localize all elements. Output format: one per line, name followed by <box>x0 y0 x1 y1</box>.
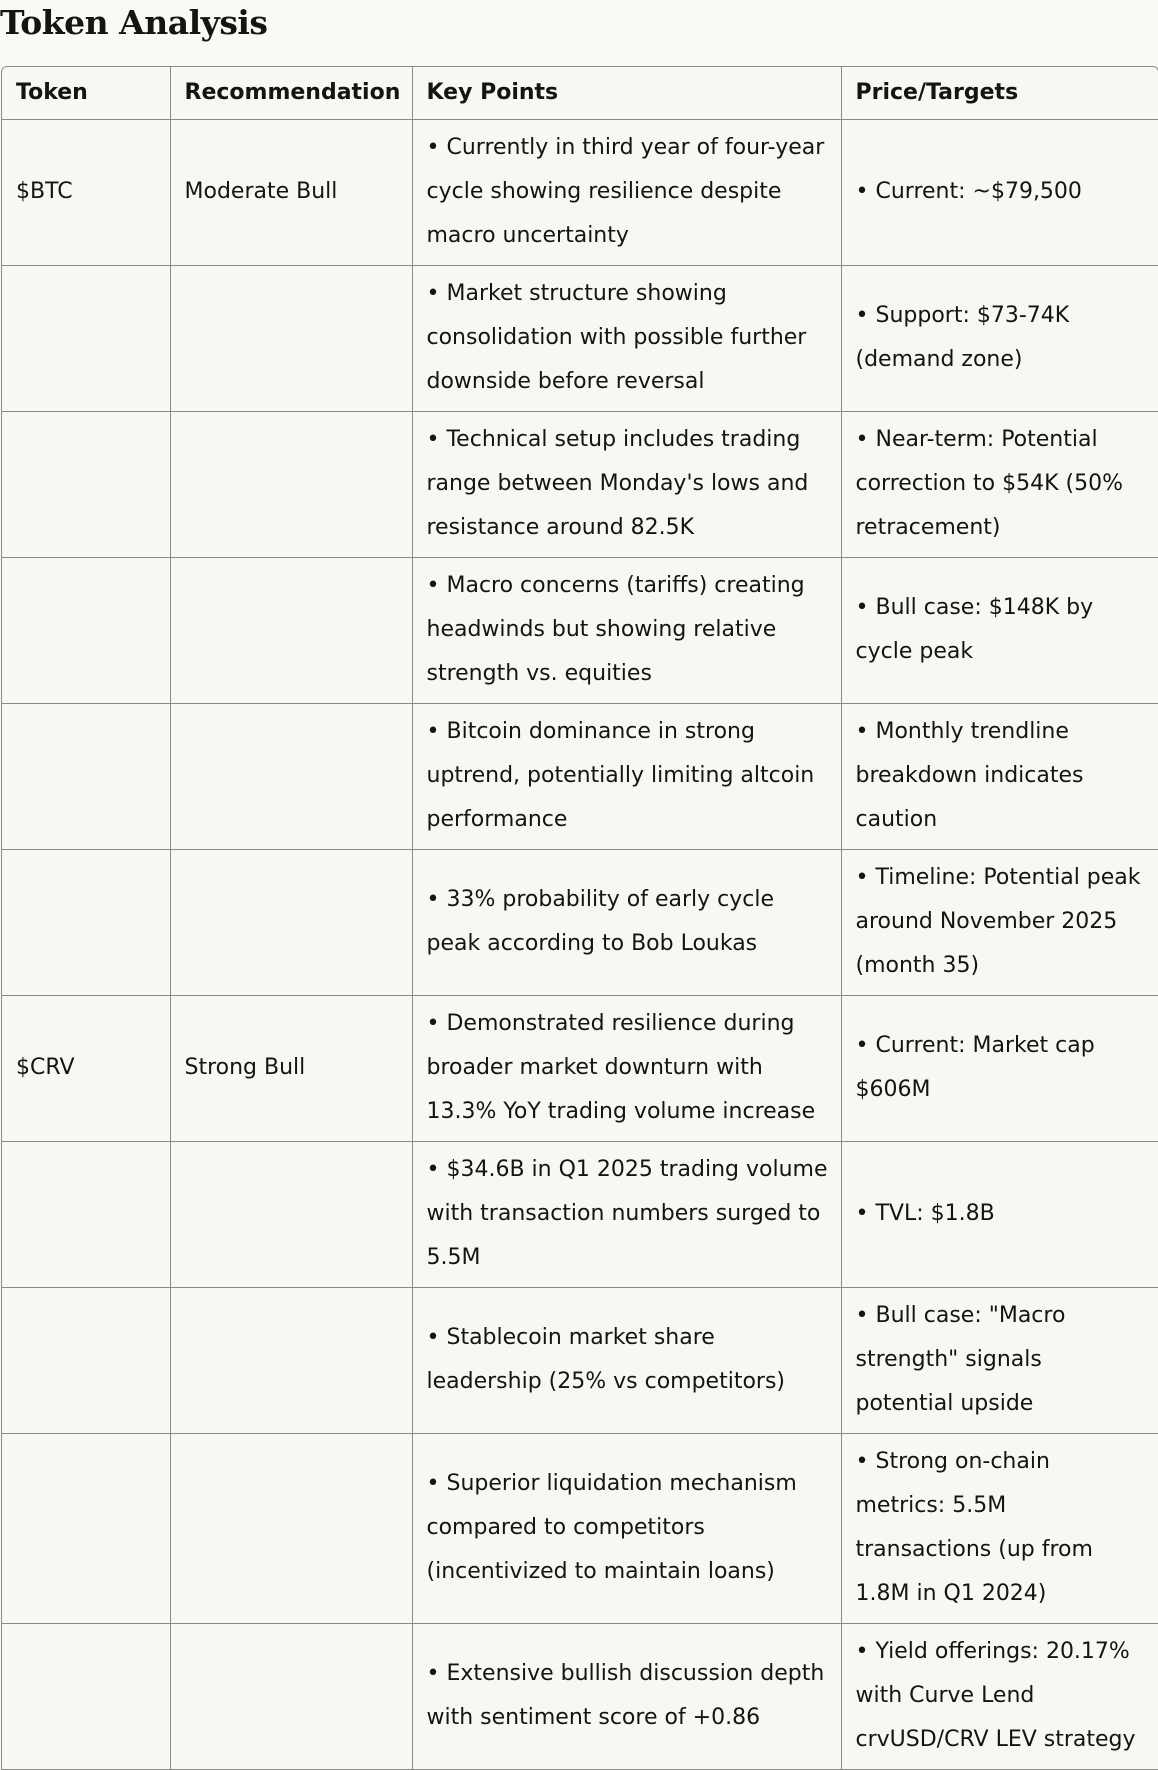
cell-price-target: • Support: $73-74K (demand zone) <box>841 266 1158 412</box>
table-row <box>2 1624 1158 1770</box>
cell-price-target: • Bull case: $148K by cycle peak <box>841 558 1158 704</box>
cell-recommendation <box>170 266 412 412</box>
table-row <box>2 120 1158 266</box>
cell-price-target: • Yield offerings: 20.17% with Curve Lend crvUSD/CRV LEV strategy <box>841 1624 1158 1770</box>
cell-token <box>2 412 170 558</box>
token-analysis-table <box>2 67 1158 1770</box>
cell-token <box>2 704 170 850</box>
cell-token <box>2 266 170 412</box>
cell-recommendation <box>170 1142 412 1288</box>
cell-recommendation <box>170 1624 412 1770</box>
table-row <box>2 1288 1158 1434</box>
table-row <box>2 412 1158 558</box>
cell-key-point: • Currently in third year of four-year cycle showing resilience despite macro uncertainty <box>412 120 841 266</box>
cell-price-target: • Current: Market cap $606M <box>841 996 1158 1142</box>
table-header-row <box>2 67 1158 120</box>
cell-key-point: • Bitcoin dominance in strong uptrend, potentially limiting altcoin performance <box>412 704 841 850</box>
cell-key-point: • $34.6B in Q1 2025 trading volume with transaction numbers surged to 5.5M <box>412 1142 841 1288</box>
cell-token <box>2 558 170 704</box>
table-row <box>2 558 1158 704</box>
cell-recommendation: Strong Bull <box>170 996 412 1142</box>
cell-token: $CRV <box>2 996 170 1142</box>
table-row <box>2 850 1158 996</box>
page-title: Token Analysis <box>0 3 268 42</box>
cell-token <box>2 1434 170 1624</box>
cell-key-point: • Demonstrated resilience during broader market downturn with 13.3% YoY trading volume increase <box>412 996 841 1142</box>
cell-key-point: • Macro concerns (tariffs) creating headwinds but showing relative strength vs. equities <box>412 558 841 704</box>
cell-token <box>2 1288 170 1434</box>
cell-recommendation <box>170 412 412 558</box>
cell-price-target: • Strong on-chain metrics: 5.5M transactions (up from 1.8M in Q1 2024) <box>841 1434 1158 1624</box>
cell-recommendation <box>170 1288 412 1434</box>
header-token: Token <box>2 67 170 120</box>
cell-key-point: • Extensive bullish discussion depth with sentiment score of +0.86 <box>412 1624 841 1770</box>
cell-recommendation <box>170 558 412 704</box>
cell-token <box>2 1142 170 1288</box>
cell-key-point: • Superior liquidation mechanism compared to competitors (incentivized to maintain loans) <box>412 1434 841 1624</box>
cell-price-target: • Near-term: Potential correction to $54K (50% retracement) <box>841 412 1158 558</box>
cell-key-point: • Market structure showing consolidation with possible further downside before reversal <box>412 266 841 412</box>
cell-token <box>2 850 170 996</box>
cell-recommendation <box>170 704 412 850</box>
cell-price-target: • Timeline: Potential peak around November 2025 (month 35) <box>841 850 1158 996</box>
cell-recommendation <box>170 1434 412 1624</box>
cell-key-point: • Stablecoin market share leadership (25% vs competitors) <box>412 1288 841 1434</box>
table-row <box>2 704 1158 850</box>
table-row <box>2 996 1158 1142</box>
cell-token: $BTC <box>2 120 170 266</box>
cell-token <box>2 1624 170 1770</box>
header-price-targets: Price/Targets <box>841 67 1158 120</box>
cell-key-point: • Technical setup includes trading range between Monday's lows and resistance around 82.5K <box>412 412 841 558</box>
cell-price-target: • TVL: $1.8B <box>841 1142 1158 1288</box>
table-row <box>2 266 1158 412</box>
table-row <box>2 1434 1158 1624</box>
cell-recommendation <box>170 850 412 996</box>
cell-recommendation: Moderate Bull <box>170 120 412 266</box>
table-row <box>2 1142 1158 1288</box>
cell-price-target: • Monthly trendline breakdown indicates caution <box>841 704 1158 850</box>
cell-key-point: • 33% probability of early cycle peak according to Bob Loukas <box>412 850 841 996</box>
token-analysis-table-container <box>1 66 1158 1770</box>
cell-price-target: • Current: ~$79,500 <box>841 120 1158 266</box>
header-recommendation: Recommendation <box>170 67 412 120</box>
header-key-points: Key Points <box>412 67 841 120</box>
cell-price-target: • Bull case: "Macro strength" signals potential upside <box>841 1288 1158 1434</box>
